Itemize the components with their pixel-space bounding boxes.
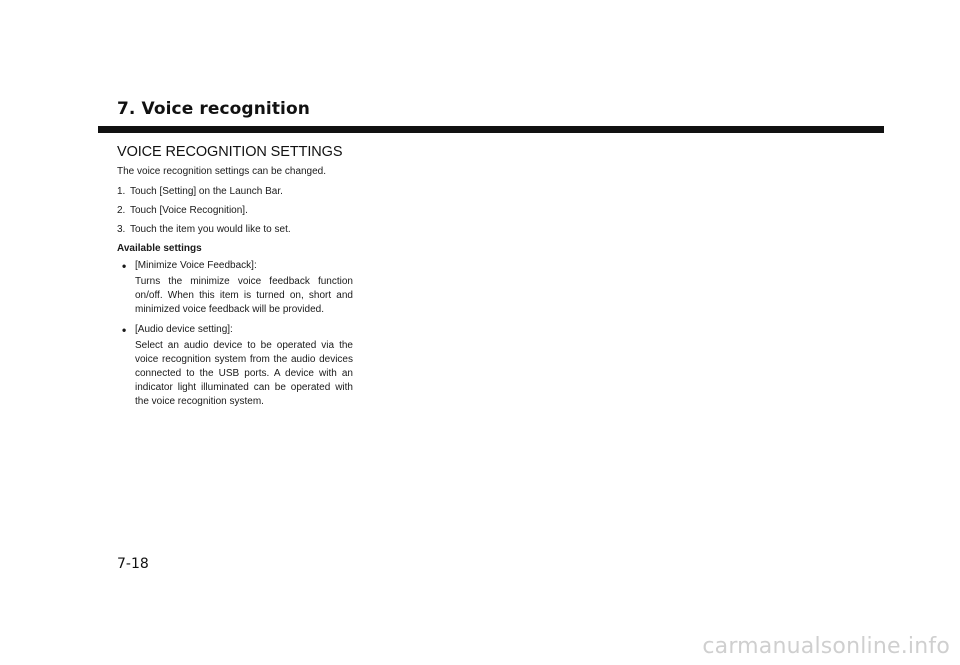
step-item <box>117 204 353 218</box>
step-text: Touch [Voice Recognition]. <box>130 205 248 216</box>
setting-name: [Minimize Voice Feedback]: <box>135 260 257 271</box>
intro-paragraph: The voice recognition settings can be changed. <box>117 166 327 177</box>
step-number: 2. <box>117 205 126 216</box>
step-text: Touch [Setting] on the Launch Bar. <box>130 186 283 197</box>
setting-item <box>117 259 353 317</box>
step-number: 1. <box>117 186 126 197</box>
setting-description: Turns the minimize voice feedback function on/off. When this item is turned on, short and minimized voice feedback will be provided. <box>135 276 353 315</box>
step-item <box>117 223 353 237</box>
page-number: 7-18 <box>117 556 149 572</box>
step-number: 3. <box>117 224 126 235</box>
section-heading: VOICE RECOGNITION SETTINGS <box>117 144 343 160</box>
watermark: carmanualsonline.info <box>702 634 950 659</box>
main-content <box>117 144 353 415</box>
setting-body <box>135 259 353 317</box>
setting-body <box>135 323 353 409</box>
settings-list <box>117 259 353 409</box>
bullet-icon: • <box>122 323 127 337</box>
steps-list <box>117 185 353 237</box>
bullet-icon: • <box>122 259 127 273</box>
header-rule <box>98 126 884 133</box>
setting-name: [Audio device setting]: <box>135 324 233 335</box>
step-item <box>117 185 353 199</box>
setting-description: Select an audio device to be operated via the voice recognition system from the audio devices connected to the USB ports. A device with an indicator light illuminated can be operated with the voice recognition system. <box>135 340 353 407</box>
step-text: Touch the item you would like to set. <box>130 224 291 235</box>
chapter-title: 7. Voice recognition <box>117 99 310 119</box>
settings-subheading: Available settings <box>117 243 202 254</box>
setting-item <box>117 323 353 409</box>
